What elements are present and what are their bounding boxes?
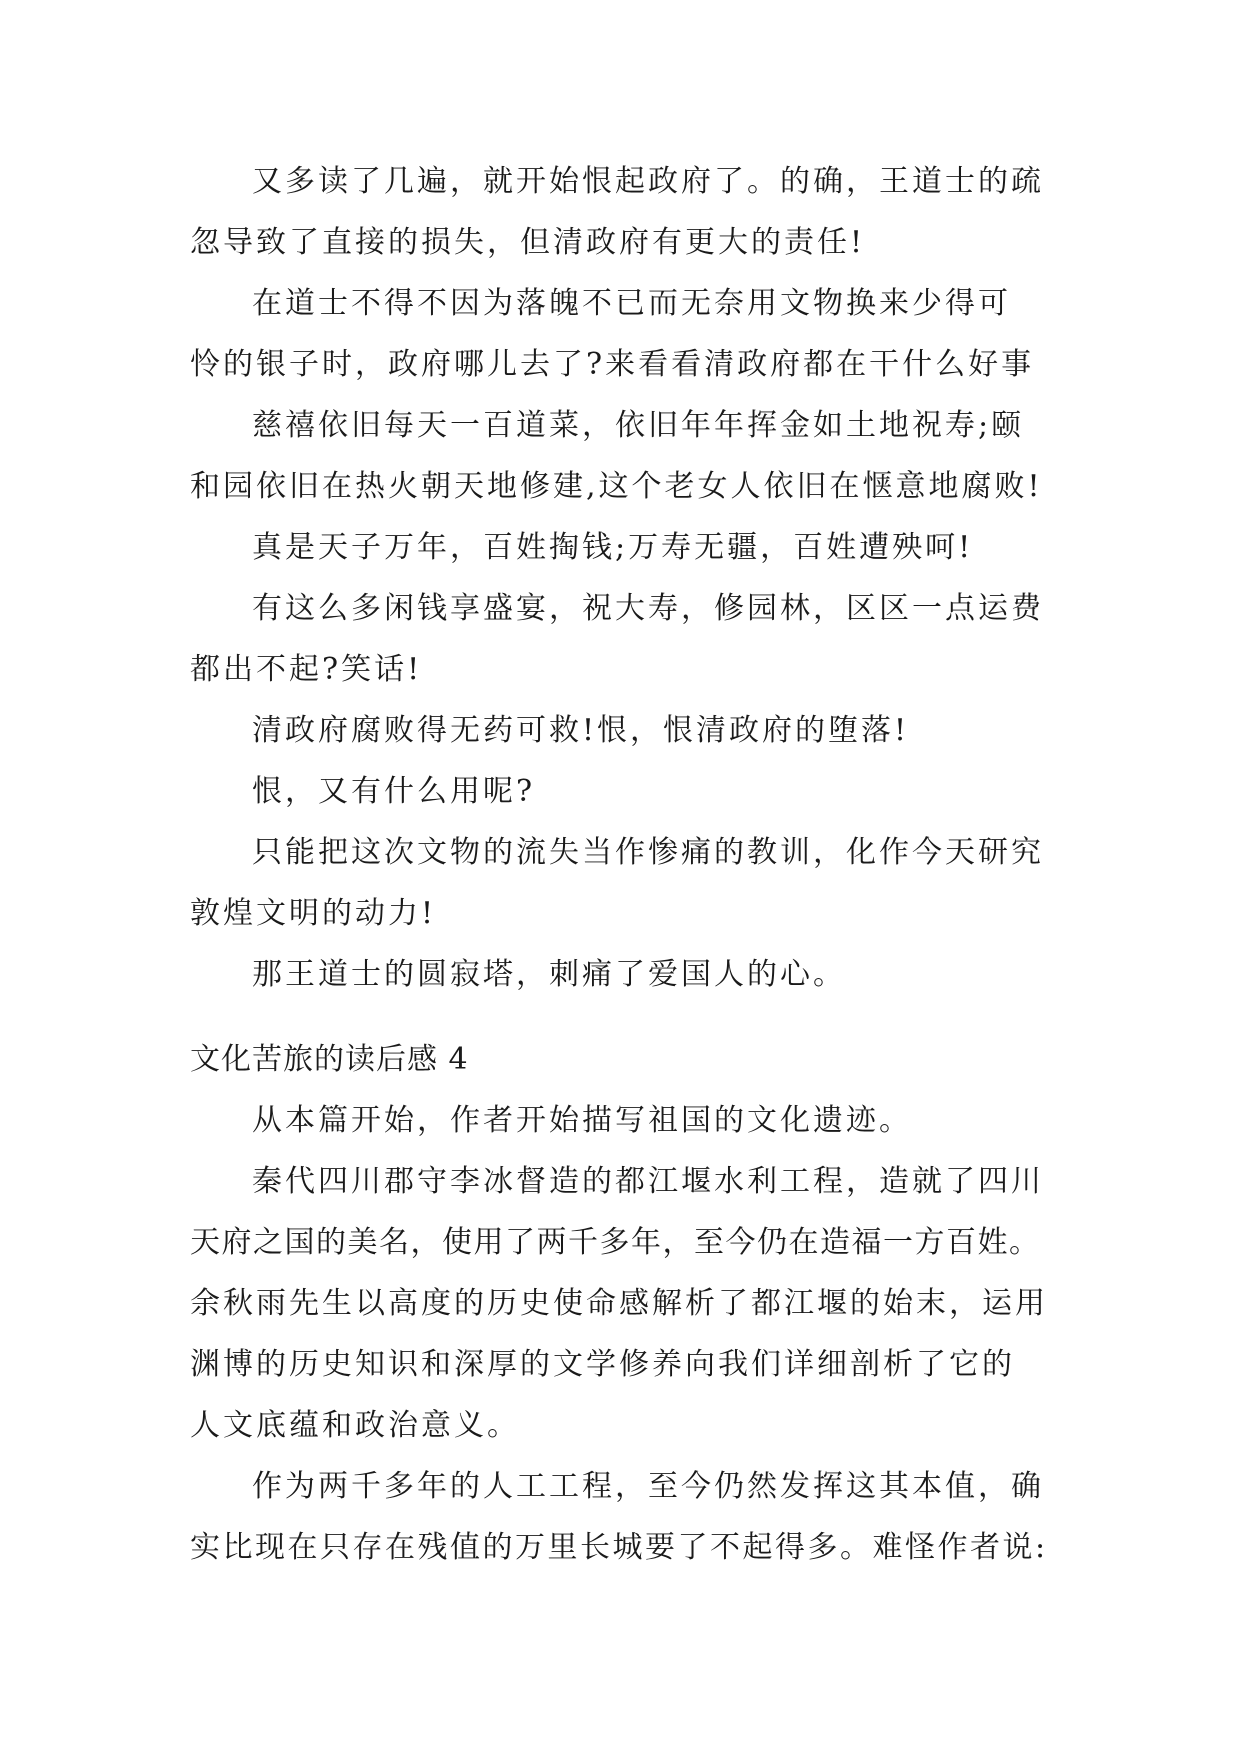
text-line: 秦代四川郡守李冰督造的都江堰水利工程，造就了四川 bbox=[252, 1164, 1044, 1199]
text-line: 实比现在只存在残值的万里长城要了不起得多。难怪作者说: bbox=[190, 1530, 1048, 1565]
text-line: 余秋雨先生以高度的历史使命感解析了都江堰的始末，运用 bbox=[190, 1286, 1048, 1321]
text-line: 有这么多闲钱享盛宴，祝大寿，修园林，区区一点运费 bbox=[252, 591, 1044, 626]
text-line: 又多读了几遍，就开始恨起政府了。的确，王道士的疏 bbox=[252, 164, 1044, 199]
text-line: 那王道士的圆寂塔，刺痛了爱国人的心。 bbox=[252, 957, 846, 992]
text-line: 清政府腐败得无药可救!恨，恨清政府的堕落! bbox=[252, 713, 910, 748]
text-line: 真是天子万年，百姓掏钱;万寿无疆，百姓遭殃呵! bbox=[252, 530, 974, 565]
text-line: 忽导致了直接的损失，但清政府有更大的责任! bbox=[190, 225, 866, 260]
text-line: 都出不起?笑话! bbox=[190, 652, 423, 687]
text-line: 从本篇开始，作者开始描写祖国的文化遗迹。 bbox=[252, 1103, 912, 1138]
text-line: 天府之国的美名，使用了两千多年，至今仍在造福一方百姓。 bbox=[190, 1225, 1041, 1260]
text-line: 恨，又有什么用呢? bbox=[252, 774, 536, 809]
text-line: 敦煌文明的动力! bbox=[190, 896, 437, 931]
text-line: 慈禧依旧每天一百道菜，依旧年年挥金如土地祝寿;颐 bbox=[252, 408, 1025, 443]
text-line: 人文底蕴和政治意义。 bbox=[190, 1408, 520, 1443]
text-line: 只能把这次文物的流失当作惨痛的教训，化作今天研究 bbox=[252, 835, 1044, 870]
text-line: 和园依旧在热火朝天地修建,这个老女人依旧在惬意地腐败! bbox=[190, 469, 1043, 504]
text-line: 作为两千多年的人工工程，至今仍然发挥这其本值，确 bbox=[252, 1469, 1044, 1504]
section-heading: 文化苦旅的读后感 4 bbox=[190, 1042, 469, 1077]
text-line: 在道士不得不因为落魄不已而无奈用文物换来少得可 bbox=[252, 286, 1011, 321]
text-line: 怜的银子时，政府哪儿去了?来看看清政府都在干什么好事 bbox=[190, 347, 1035, 382]
text-line: 渊博的历史知识和深厚的文学修养向我们详细剖析了它的 bbox=[190, 1347, 1015, 1382]
